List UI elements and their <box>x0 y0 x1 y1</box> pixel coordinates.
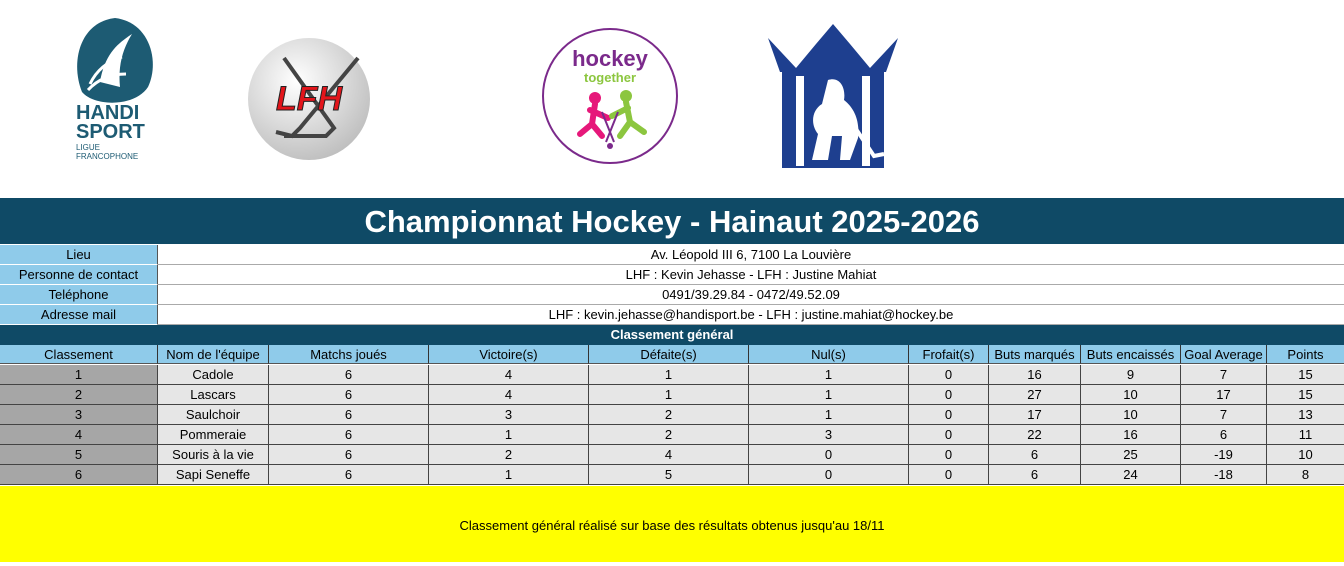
column-header[interactable]: Frofait(s) <box>909 345 989 364</box>
svg-text:LFH: LFH <box>275 80 343 118</box>
table-cell[interactable]: 2 <box>589 425 749 445</box>
table-cell[interactable]: -19 <box>1181 445 1267 465</box>
table-cell[interactable]: 1 <box>589 365 749 385</box>
table-cell[interactable]: 6 <box>989 445 1081 465</box>
table-cell[interactable]: -18 <box>1181 465 1267 485</box>
table-cell[interactable]: 6 <box>1181 425 1267 445</box>
table-cell[interactable]: 2 <box>589 405 749 425</box>
table-cell[interactable]: 10 <box>1081 385 1181 405</box>
table-cell[interactable]: 2 <box>429 445 589 465</box>
table-row <box>0 465 1344 485</box>
table-cell[interactable]: 0 <box>909 425 989 445</box>
info-label: Lieu <box>0 245 158 265</box>
column-header[interactable]: Nul(s) <box>749 345 909 364</box>
table-cell[interactable]: 25 <box>1081 445 1181 465</box>
column-header[interactable]: Buts marqués <box>989 345 1081 364</box>
table-cell[interactable]: 16 <box>989 365 1081 385</box>
info-value[interactable]: LHF : kevin.jehasse@handisport.be - LFH : justine.mahiat@hockey.be <box>158 305 1344 325</box>
table-cell[interactable]: 7 <box>1181 365 1267 385</box>
footnote-note[interactable]: Classement général réalisé sur base des résultats obtenus jusqu'au 18/11 <box>0 486 1344 562</box>
svg-text:LIGUE: LIGUE <box>76 143 101 152</box>
section-title: Classement général <box>0 325 1344 345</box>
column-header[interactable]: Classement <box>0 345 158 364</box>
column-header[interactable]: Nom de l'équipe <box>158 345 269 364</box>
table-cell[interactable]: 9 <box>1081 365 1181 385</box>
table-cell[interactable]: 10 <box>1081 405 1181 425</box>
table-cell[interactable]: Cadole <box>158 365 269 385</box>
table-cell[interactable]: 4 <box>0 425 158 445</box>
svg-text:SPORT: SPORT <box>76 121 145 143</box>
table-cell[interactable]: 4 <box>429 365 589 385</box>
table-cell[interactable]: 17 <box>989 405 1081 425</box>
table-cell[interactable]: 27 <box>989 385 1081 405</box>
table-cell[interactable]: Pommeraie <box>158 425 269 445</box>
table-cell[interactable]: 5 <box>589 465 749 485</box>
table-cell[interactable]: 16 <box>1081 425 1181 445</box>
table-row <box>0 445 1344 465</box>
table-cell[interactable]: 11 <box>1267 425 1344 445</box>
table-cell[interactable]: 6 <box>269 405 429 425</box>
table-row <box>0 385 1344 405</box>
table-cell[interactable]: 13 <box>1267 405 1344 425</box>
svg-text:HANDI: HANDI <box>76 102 140 124</box>
table-cell[interactable]: Souris à la vie <box>158 445 269 465</box>
info-label: Teléphone <box>0 285 158 305</box>
table-cell[interactable]: 1 <box>429 465 589 485</box>
svg-text:FRANCOPHONE: FRANCOPHONE <box>76 152 139 161</box>
table-cell[interactable]: Lascars <box>158 385 269 405</box>
info-row-email <box>0 305 1344 325</box>
table-cell[interactable]: 1 <box>589 385 749 405</box>
table-cell[interactable]: 3 <box>0 405 158 425</box>
column-header[interactable]: Matchs joués <box>269 345 429 364</box>
info-row-contact <box>0 265 1344 285</box>
table-cell[interactable]: 7 <box>1181 405 1267 425</box>
table-cell[interactable]: 0 <box>909 445 989 465</box>
table-cell[interactable]: 6 <box>269 465 429 485</box>
table-cell[interactable]: 4 <box>589 445 749 465</box>
table-cell[interactable]: Sapi Seneffe <box>158 465 269 485</box>
handisport-logo <box>60 12 170 172</box>
table-cell[interactable]: 2 <box>0 385 158 405</box>
column-header[interactable]: Buts encaissés <box>1081 345 1181 364</box>
info-label: Adresse mail <box>0 305 158 325</box>
table-cell[interactable]: 1 <box>749 385 909 405</box>
column-header[interactable]: Défaite(s) <box>589 345 749 364</box>
table-cell[interactable]: 1 <box>749 405 909 425</box>
table-cell[interactable]: 6 <box>269 365 429 385</box>
table-cell[interactable]: 3 <box>749 425 909 445</box>
table-row <box>0 365 1344 385</box>
table-cell[interactable]: 1 <box>429 425 589 445</box>
info-value[interactable]: Av. Léopold III 6, 7100 La Louvière <box>158 245 1344 265</box>
table-cell[interactable]: 15 <box>1267 385 1344 405</box>
info-row-lieu <box>0 245 1344 265</box>
table-cell[interactable]: 0 <box>909 385 989 405</box>
info-label: Personne de contact <box>0 265 158 285</box>
table-cell[interactable]: 8 <box>1267 465 1344 485</box>
table-row <box>0 405 1344 425</box>
table-cell[interactable]: 5 <box>0 445 158 465</box>
svg-text:together: together <box>584 70 636 85</box>
table-cell[interactable]: 10 <box>1267 445 1344 465</box>
table-cell[interactable]: 0 <box>749 445 909 465</box>
table-cell[interactable]: 6 <box>989 465 1081 485</box>
column-header[interactable]: Goal Average <box>1181 345 1267 364</box>
table-cell[interactable]: 22 <box>989 425 1081 445</box>
table-cell[interactable]: 1 <box>749 365 909 385</box>
table-cell[interactable]: 3 <box>429 405 589 425</box>
table-cell[interactable]: 6 <box>269 385 429 405</box>
info-row-telephone <box>0 285 1344 305</box>
table-cell[interactable]: 0 <box>909 405 989 425</box>
table-cell[interactable]: 0 <box>909 365 989 385</box>
column-header[interactable]: Victoire(s) <box>429 345 589 364</box>
logo-banner <box>0 0 1344 198</box>
table-cell[interactable]: Saulchoir <box>158 405 269 425</box>
table-cell[interactable]: 4 <box>429 385 589 405</box>
table-cell[interactable]: 15 <box>1267 365 1344 385</box>
table-row <box>0 425 1344 445</box>
table-cell[interactable]: 6 <box>269 425 429 445</box>
page-title: Championnat Hockey - Hainaut 2025-2026 <box>0 198 1344 244</box>
hockey-together-logo <box>540 26 680 166</box>
crown-team-logo <box>766 24 900 170</box>
table-cell[interactable]: 24 <box>1081 465 1181 485</box>
table-header-row <box>0 345 1344 365</box>
table-cell[interactable]: 0 <box>749 465 909 485</box>
lfh-logo <box>246 36 372 162</box>
svg-text:hockey: hockey <box>572 46 648 71</box>
column-header[interactable]: Points <box>1267 345 1344 364</box>
table-cell[interactable]: 6 <box>0 465 158 485</box>
table-cell[interactable]: 17 <box>1181 385 1267 405</box>
info-value[interactable]: 0491/39.29.84 - 0472/49.52.09 <box>158 285 1344 305</box>
table-cell[interactable]: 1 <box>0 365 158 385</box>
table-cell[interactable]: 6 <box>269 445 429 465</box>
info-value[interactable]: LHF : Kevin Jehasse - LFH : Justine Mahiat <box>158 265 1344 285</box>
table-cell[interactable]: 0 <box>909 465 989 485</box>
